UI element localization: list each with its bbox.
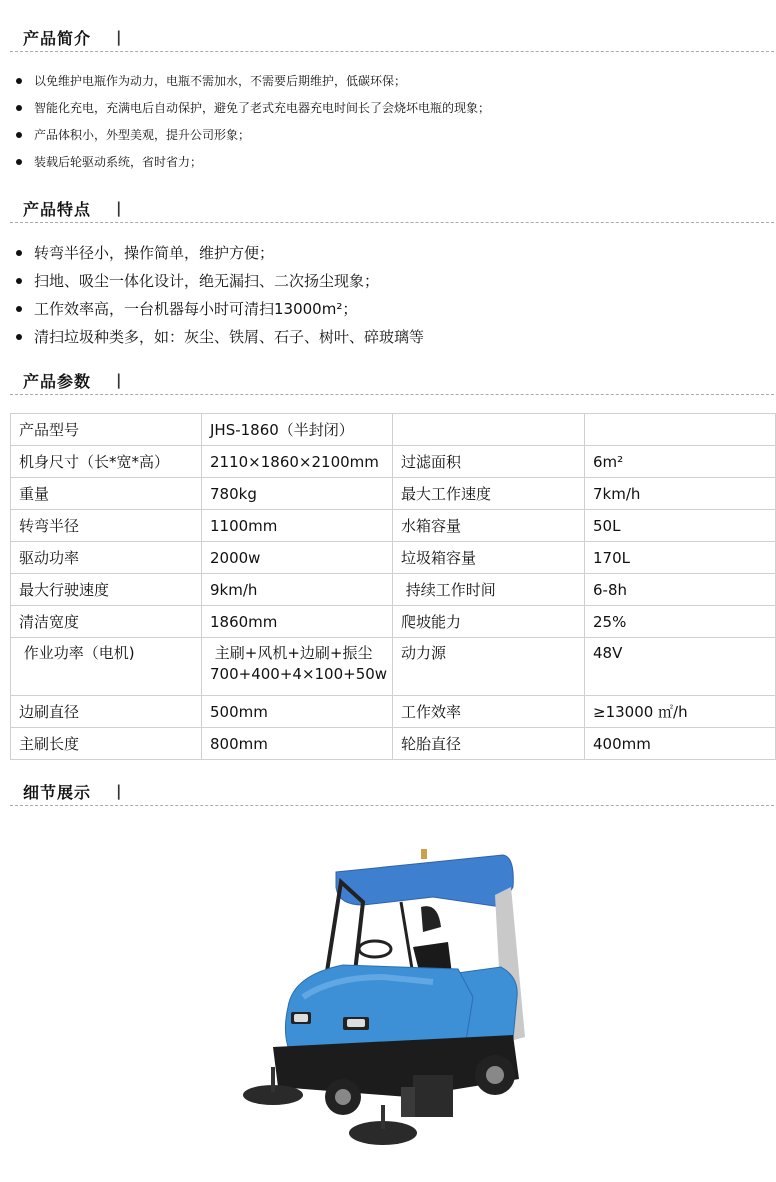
section-header-details [10, 780, 774, 806]
section-header-features [10, 197, 774, 223]
param-label-cell: 爬坡能力 [393, 606, 585, 638]
table-row [11, 574, 776, 606]
list-item: 清扫垃圾种类多，如：灰尘、铁屑、石子、树叶、碎玻璃等 [12, 325, 752, 353]
param-label-cell: 主刷长度 [11, 728, 202, 760]
param-label-cell: 持续工作时间 [393, 574, 585, 606]
table-row [11, 696, 776, 728]
table-row [11, 542, 776, 574]
param-value-cell: 1100mm [202, 510, 393, 542]
dashed-divider [10, 805, 774, 806]
section-header-intro [10, 26, 774, 52]
param-value-cell: 500mm [202, 696, 393, 728]
param-value-cell [585, 414, 776, 446]
list-item: 工作效率高，一台机器每小时可清扫13000m²； [12, 297, 752, 325]
param-value-cell: 780kg [202, 478, 393, 510]
list-item: 智能化充电，充满电后自动保护，避免了老式充电器充电时间长了会烧坏电瓶的现象； [12, 97, 752, 124]
dashed-divider [10, 51, 774, 52]
param-value-cell: ≥13000 ㎡/h [585, 696, 776, 728]
table-row [11, 638, 776, 696]
param-label-cell: 转弯半径 [11, 510, 202, 542]
dashed-divider [10, 222, 774, 223]
param-value-cell: 1860mm [202, 606, 393, 638]
sweeper-machine-image [233, 847, 567, 1157]
param-value-cell: 2000w [202, 542, 393, 574]
table-row [11, 446, 776, 478]
param-label-cell: 工作效率 [393, 696, 585, 728]
dashed-divider [10, 394, 774, 395]
table-row [11, 510, 776, 542]
param-label-cell: 产品型号 [11, 414, 202, 446]
param-value-cell: 6m² [585, 446, 776, 478]
intro-list [12, 70, 752, 178]
list-item: 产品体积小，外型美观，提升公司形象； [12, 124, 752, 151]
section-title: 产品特点 [23, 200, 92, 219]
param-value-cell: 50L [585, 510, 776, 542]
title-separator: | [116, 28, 122, 46]
list-item: 装载后轮驱动系统，省时省力； [12, 151, 752, 178]
param-label-cell [393, 414, 585, 446]
list-item: 以免维护电瓶作为动力，电瓶不需加水，不需要后期维护，低碳环保； [12, 70, 752, 97]
title-separator: | [116, 782, 122, 800]
params-table [10, 413, 776, 760]
param-label-cell: 最大工作速度 [393, 478, 585, 510]
param-value-cell: JHS-1860（半封闭） [202, 414, 393, 446]
param-label-cell: 垃圾箱容量 [393, 542, 585, 574]
param-value-cell: 400mm [585, 728, 776, 760]
param-label-cell: 动力源 [393, 638, 585, 696]
list-item: 转弯半径小，操作简单，维护方便； [12, 241, 752, 269]
param-label-cell: 机身尺寸（长*宽*高） [11, 446, 202, 478]
section-title: 细节展示 [23, 783, 92, 802]
list-item: 扫地、吸尘一体化设计，绝无漏扫、二次扬尘现象； [12, 269, 752, 297]
param-value-cell: 6-8h [585, 574, 776, 606]
section-header-params [10, 369, 774, 395]
section-title: 产品参数 [23, 372, 92, 391]
param-label-cell: 作业功率（电机) [11, 638, 202, 696]
section-title: 产品简介 [23, 29, 92, 48]
title-separator: | [116, 371, 122, 389]
param-label-cell: 轮胎直径 [393, 728, 585, 760]
title-separator: | [116, 199, 122, 217]
table-row [11, 478, 776, 510]
table-row [11, 606, 776, 638]
param-label-cell: 水箱容量 [393, 510, 585, 542]
param-value-cell: 7km/h [585, 478, 776, 510]
param-label-cell: 重量 [11, 478, 202, 510]
table-row [11, 728, 776, 760]
param-value-cell: 9km/h [202, 574, 393, 606]
param-value-cell: 主刷+风机+边刷+振尘 700+400+4×100+50w [202, 638, 393, 696]
param-value-cell: 48V [585, 638, 776, 696]
param-value-cell: 2110×1860×2100mm [202, 446, 393, 478]
param-value-cell: 25% [585, 606, 776, 638]
param-value-cell: 170L [585, 542, 776, 574]
param-label-cell: 边刷直径 [11, 696, 202, 728]
table-row [11, 414, 776, 446]
param-label-cell: 过滤面积 [393, 446, 585, 478]
features-list [12, 241, 752, 353]
param-label-cell: 驱动功率 [11, 542, 202, 574]
param-label-cell: 最大行驶速度 [11, 574, 202, 606]
param-label-cell: 清洁宽度 [11, 606, 202, 638]
param-value-cell: 800mm [202, 728, 393, 760]
